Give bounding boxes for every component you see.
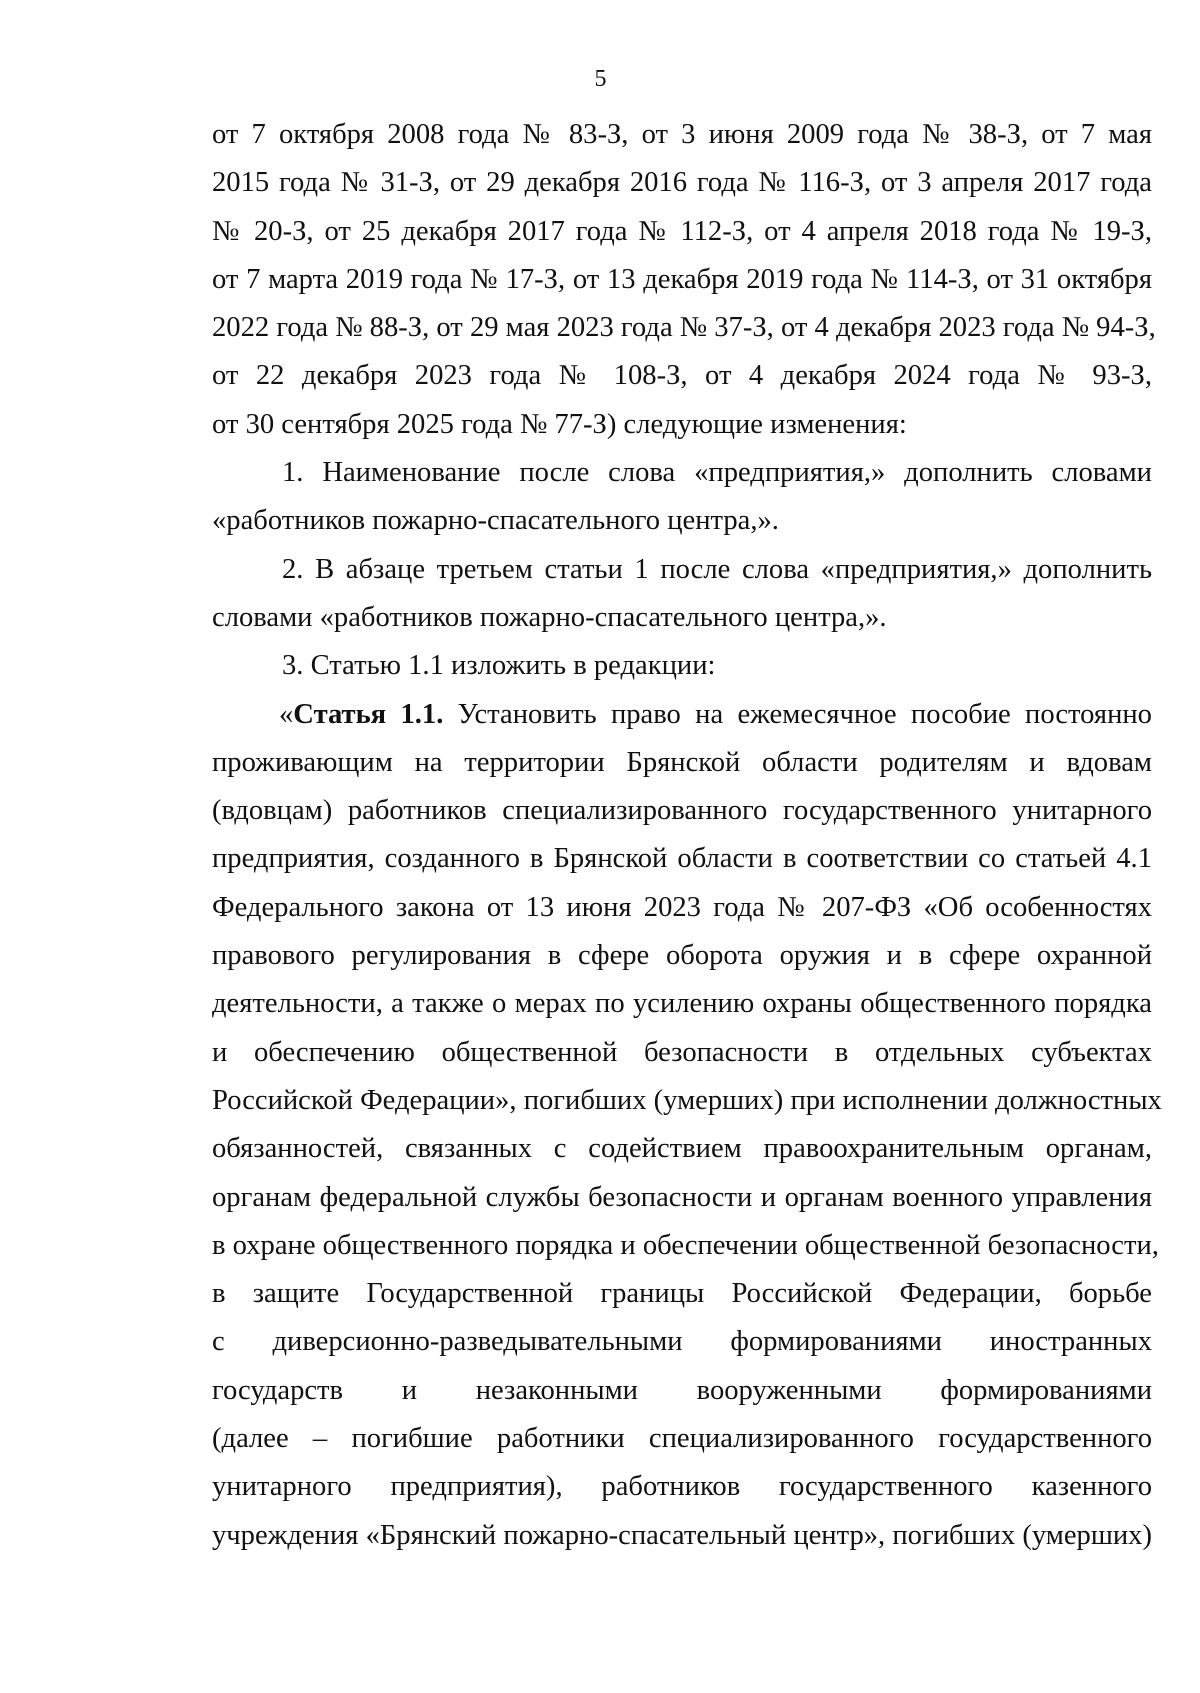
text-line: Федерального закона от 13 июня 2023 года № 207-ФЗ «Об особенностях xyxy=(212,891,1152,923)
text-line: и обеспечению общественной безопасности в отдельных субъектах xyxy=(212,1036,1152,1068)
text-line: в защите Государственной границы Российской Федерации, борьбе xyxy=(212,1278,1152,1310)
text-line: от 7 марта 2019 года № 17-З, от 13 декабря 2019 года № 114-З, от 31 октября xyxy=(212,263,1152,295)
text-line: учреждения «Брянский пожарно-спасательный центр», погибших (умерших) xyxy=(212,1519,1152,1551)
amendment-item-1: 1. Наименование после слова «предприятия,» дополнить словами xyxy=(282,457,1152,489)
text-line: (вдовцам) работников специализированного государственного унитарного xyxy=(212,795,1152,827)
amendment-item-2: 2. В абзаце третьем статьи 1 после слова «предприятия,» дополнить xyxy=(282,553,1152,585)
article-1-1-start xyxy=(212,691,1152,739)
opening-quote: « xyxy=(279,698,294,730)
text-line: 2022 года № 88-З, от 29 мая 2023 года № 37-З, от 4 декабря 2023 года № 94-З, xyxy=(212,312,1156,344)
text-line: с диверсионно-разведывательными формированиями иностранных xyxy=(212,1326,1152,1358)
text-line: правового регулирования в сфере оборота оружия и в сфере охранной xyxy=(212,940,1152,972)
page-number: 5 xyxy=(594,66,607,92)
text-line: от 30 сентября 2025 года № 77-З) следующие изменения: xyxy=(212,408,907,440)
text-line: «работников пожарно-спасательного центра,». xyxy=(212,505,779,537)
document-body xyxy=(212,111,1162,1560)
text-line: предприятия, созданного в Брянской области в соответствии со статьей 4.1 xyxy=(212,843,1152,875)
text-line: Российской Федерации», погибших (умерших) при исполнении должностных xyxy=(212,1084,1162,1116)
amendment-item-3: 3. Статью 1.1 изложить в редакции: xyxy=(282,650,716,682)
text-line: 2015 года № 31-З, от 29 декабря 2016 года № 116-З, от 3 апреля 2017 года xyxy=(212,167,1152,199)
text-line: от 22 декабря 2023 года № 108-З, от 4 декабря 2024 года № 93-З, xyxy=(212,360,1152,392)
text-line: в охране общественного порядка и обеспечении общественной безопасности, xyxy=(212,1229,1159,1261)
text-line: словами «работников пожарно-спасательного центра,». xyxy=(212,601,887,633)
text-line: государств и незаконными вооруженными формированиями xyxy=(212,1374,1152,1406)
text-line: № 20-З, от 25 декабря 2017 года № 112-З, от 4 апреля 2018 года № 19-З, xyxy=(212,215,1152,247)
text-line: обязанностей, связанных с содействием правоохранительным органам, xyxy=(212,1133,1152,1165)
text-line: проживающим на территории Брянской области родителям и вдовам xyxy=(212,746,1152,778)
text-line: деятельности, а также о мерах по усилению охраны общественного порядка xyxy=(212,988,1152,1020)
text-line: унитарного предприятия), работников государственного казенного xyxy=(212,1471,1152,1503)
article-text: Установить право на ежемесячное пособие постоянно xyxy=(443,698,1152,730)
article-title: Статья 1.1. xyxy=(293,698,444,730)
text-line: органам федеральной службы безопасности и органам военного управления xyxy=(212,1181,1152,1213)
text-line: от 7 октября 2008 года № 83-З, от 3 июня 2009 года № 38-З, от 7 мая xyxy=(212,119,1152,150)
text-line: (далее – погибшие работники специализированного государственного xyxy=(212,1423,1152,1455)
